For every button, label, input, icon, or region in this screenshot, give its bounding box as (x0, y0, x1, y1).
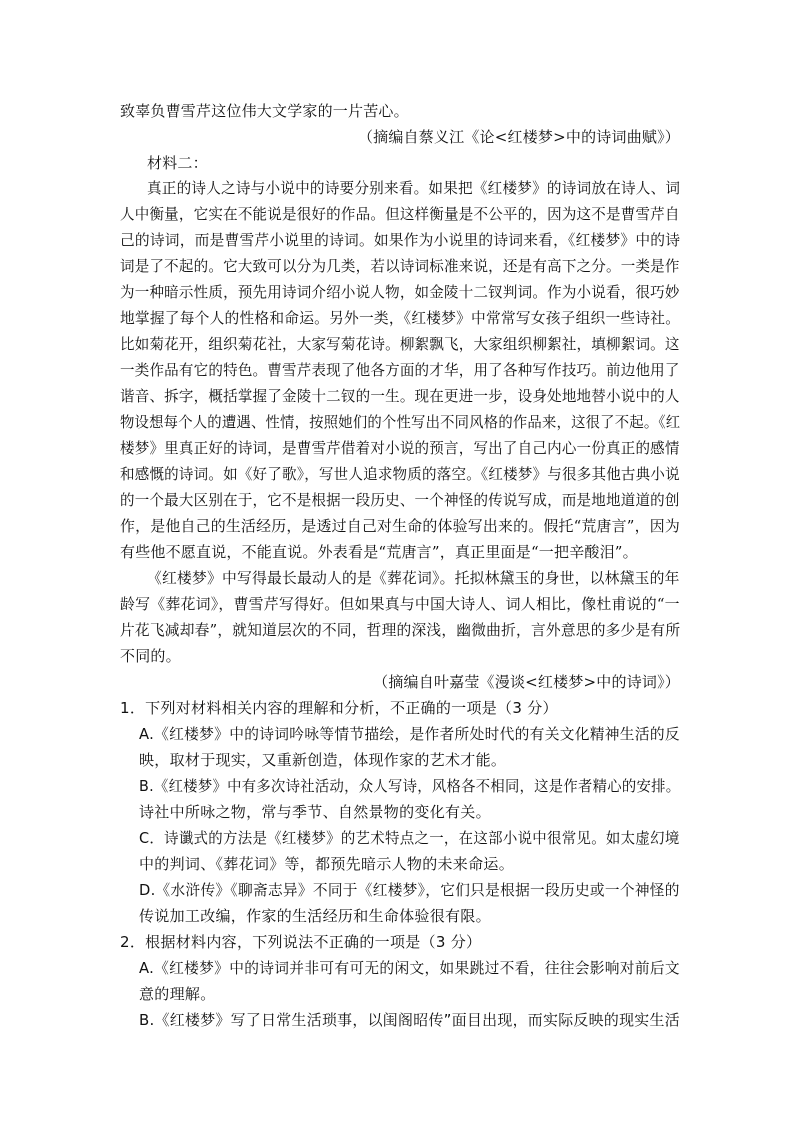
option-line: 传说加工改编，作家的生活经历和生命体验很有限。 (139, 907, 491, 925)
option-line: 意的理解。 (139, 985, 216, 1003)
source-citation-2: （摘编自叶嘉莹《漫谈<红楼梦>中的诗词》） (373, 673, 680, 691)
question-stem: 2．根据材料内容，下列说法不正确的一项是（3 分） (120, 933, 482, 951)
paragraph-line: 楼梦》里真正好的诗词，是曹雪芹借着对小说的预言，写出了自己内心一份真正的感情 (120, 439, 680, 457)
option-line: 映，取材于现实，又重新创造，体现作家的艺术才能。 (139, 751, 507, 769)
paragraph-line: 人中衡量，它实在不能说是很好的作品。但这样衡量是不公平的，因为这不是曹雪芹自 (120, 205, 680, 223)
paragraph-line: 谐音、拆字，概括掌握了金陵十二钗的一生。现在更进一步，设身处地地替小说中的人 (120, 387, 680, 405)
source-citation-1: （摘编自蔡义江《论<红楼梦>中的诗词曲赋》） (357, 128, 680, 146)
intro-tail-text: 致辜负曹雪芹这位伟大文学家的一片苦心。 (120, 102, 409, 120)
option-line: A.《红楼梦》中的诗词吟咏等情节描绘，是作者所处时代的有关文化精神生活的反 (139, 725, 680, 743)
paragraph-line: 《红楼梦》中写得最长最动人的是《葬花词》。托拟林黛玉的身世，以林黛玉的年 (147, 569, 680, 587)
paragraph-line: 地掌握了每个人的性格和命运。另外一类，《红楼梦》中常常写女孩子组织一些诗社。 (120, 309, 681, 327)
paragraph-line: 有些他不愿直说，不能直说。外表看是“荒唐言”，真正里面是“一把辛酸泪”。 (120, 543, 638, 561)
option-line: C．诗谶式的方法是《红楼梦》的艺术特点之一，在这部小说中很常见。如太虚幻境 (139, 829, 680, 847)
paragraph-line: 真正的诗人之诗与小说中的诗要分别来看。如果把《红楼梦》的诗词放在诗人、词 (147, 179, 681, 197)
option-line: B.《红楼梦》中有多次诗社活动，众人写诗，风格各不相同，这是作者精心的安排。 (139, 777, 681, 795)
paragraph-line: 物设想每个人的遭遇、性情，按照她们的个性写出不同风格的作品来，这很了不起。《红 (120, 413, 681, 431)
option-line: A.《红楼梦》中的诗词并非可有可无的闲文，如果跳过不看，往往会影响对前后文 (139, 959, 680, 977)
paragraph-line: 比如菊花开，组织菊花社，大家写菊花诗。柳絮飘飞，大家组织柳絮社，填柳絮词。这 (120, 335, 680, 353)
option-line: B.《红楼梦》写了日常生活琐事，以闺阁昭传”面目出现，而实际反映的现实生活 (139, 1011, 680, 1029)
option-line: 诗社中所咏之物，常与季节、自然景物的变化有关。 (139, 803, 491, 821)
paragraph-line: 为一种暗示性质，预先用诗词介绍小说人物，如金陵十二钗判词。作为小说看，很巧妙 (120, 283, 680, 301)
paragraph-line: 和感慨的诗词。如《好了歌》，写世人追求物质的落空。《红楼梦》与很多其他古典小说 (120, 465, 680, 483)
material-2-heading: 材料二： (147, 154, 208, 172)
paragraph-line: 词是了不起的。它大致可以分为几类，若以诗词标准来说，还是有高下之分。一类是作 (120, 257, 680, 275)
paragraph-line: 龄写《葬花词》，曹雪芹写得好。但如果真与中国大诗人、词人相比，像杜甫说的“一 (120, 595, 680, 613)
option-line: D.《水浒传》《聊斋志异》不同于《红楼梦》，它们只是根据一段历史或一个神怪的 (139, 881, 680, 899)
paragraph-line: 的一个最大区别在于，它不是根据一段历史、一个神怪的传说写成，而是地地道道的创 (120, 491, 680, 509)
paragraph-line: 己的诗词，而是曹雪芹小说里的诗词。如果作为小说里的诗词来看，《红楼梦》中的诗 (120, 231, 681, 249)
option-line: 中的判词、《葬花词》等，都预先暗示人物的未来命运。 (139, 855, 515, 873)
paragraph-line: 一类作品有它的特色。曹雪芹表现了他各方面的才华，用了各种写作技巧。前边他用了 (120, 361, 680, 379)
paragraph-line: 片花飞减却春”，就知道层次的不同，哲理的深浅，幽微曲折，言外意思的多少是有所 (120, 621, 681, 639)
paragraph-line: 不同的。 (120, 647, 181, 665)
paragraph-line: 作，是他自己的生活经历，是透过自己对生命的体验写出来的。假托“荒唐言”，因为 (120, 517, 680, 535)
question-stem: 1．下列对材料相关内容的理解和分析，不正确的一项是（3 分） (120, 699, 558, 717)
